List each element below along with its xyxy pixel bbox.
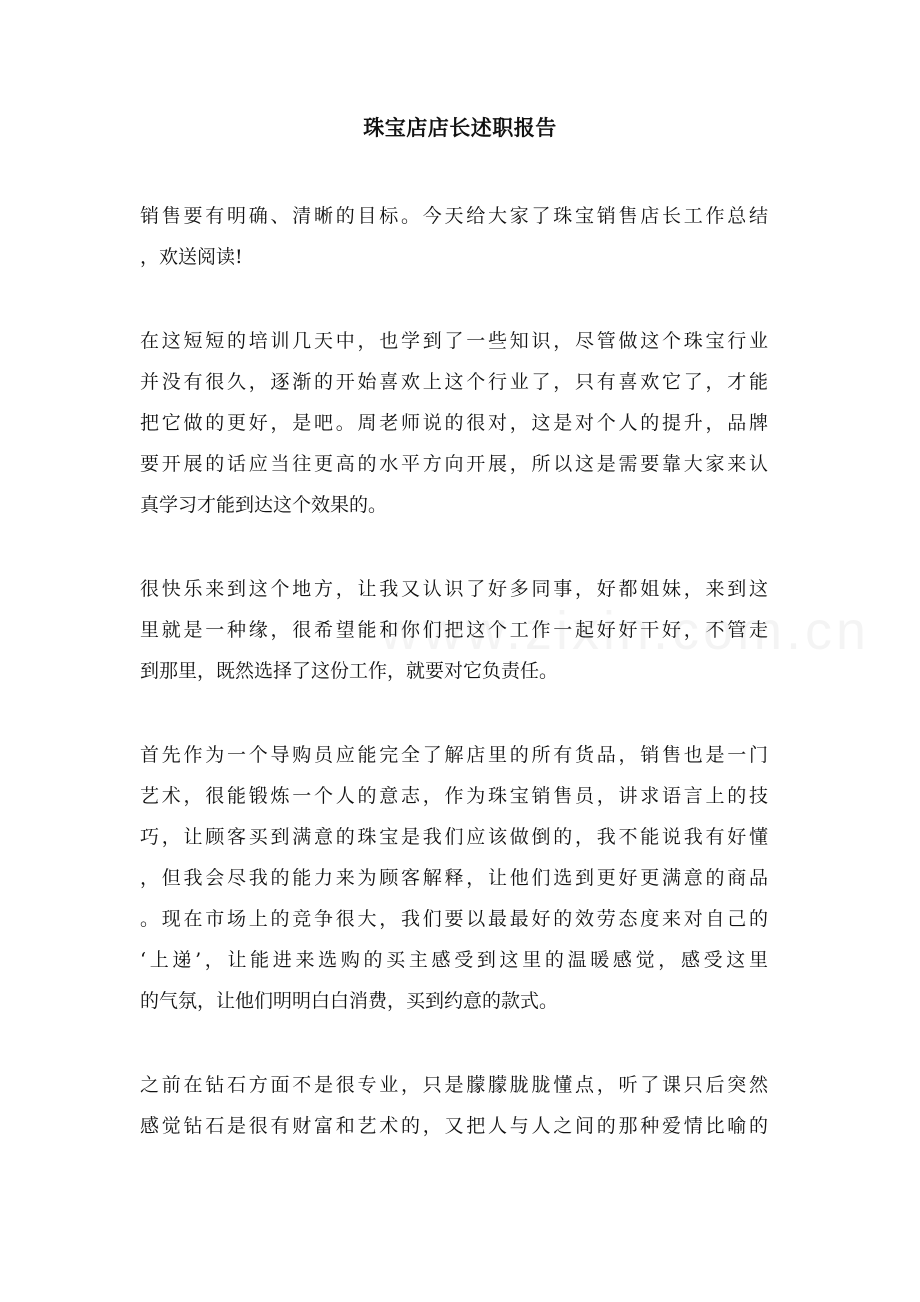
text-line: 并没有很久，逐渐的开始喜欢上这个行业了，只有喜欢它了，才能 bbox=[140, 371, 768, 393]
text-line: 。现在市场上的竞争很大，我们要以最最好的效劳态度来对自己的 bbox=[140, 908, 768, 930]
text-line: 的气氛，让他们明明白白消费，买到约意的款式。 bbox=[140, 990, 559, 1012]
text-line: 销售要有明确、清晰的目标。今天给大家了珠宝销售店长工作总结 bbox=[140, 205, 768, 227]
text-line: 巧，让顾客买到满意的珠宝是我们应该做倒的，我不能说我有好懂 bbox=[140, 826, 768, 848]
document-title: 珠宝店店长述职报告 bbox=[363, 115, 557, 140]
text-line: ，欢送阅读! bbox=[140, 246, 243, 268]
paragraph-1 bbox=[140, 196, 768, 278]
paragraph-4 bbox=[140, 735, 768, 1022]
paragraph-3 bbox=[140, 569, 768, 692]
paragraph-2 bbox=[140, 321, 768, 526]
text-line: ，但我会尽我的能力来为顾客解释，让他们选到更好更满意的商品 bbox=[140, 867, 768, 889]
text-line: 首先作为一个导购员应能完全了解店里的所有货品，销售也是一门 bbox=[140, 744, 768, 766]
text-line: 要开展的话应当往更高的水平方向开展，所以这是需要靠大家来认 bbox=[140, 453, 768, 475]
text-line: 之前在钻石方面不是很专业，只是朦朦胧胧懂点，听了课只后突然 bbox=[140, 1074, 768, 1096]
text-line: 到那里，既然选择了这份工作，就要对它负责任。 bbox=[140, 660, 559, 682]
text-line: ‘上递’，让能进来选购的买主感受到这里的温暖感觉，感受这里 bbox=[140, 949, 768, 971]
text-line: 艺术，很能锻炼一个人的意志，作为珠宝销售员，讲求语言上的技 bbox=[140, 785, 768, 807]
text-line: 真学习才能到达这个效果的。 bbox=[140, 494, 388, 516]
text-line: 感觉钻石是很有财富和艺术的，又把人与人之间的那种爱情比喻的 bbox=[140, 1115, 768, 1137]
paragraph-5 bbox=[140, 1065, 768, 1147]
text-line: 很快乐来到这个地方，让我又认识了好多同事，好都姐妹，来到这 bbox=[140, 578, 768, 600]
text-line: 里就是一种缘，很希望能和你们把这个工作一起好好干好，不管走 bbox=[140, 619, 768, 641]
text-line: 把它做的更好，是吧。周老师说的很对，这是对个人的提升，品牌 bbox=[140, 412, 768, 434]
text-line: 在这短短的培训几天中，也学到了一些知识，尽管做这个珠宝行业 bbox=[140, 330, 768, 352]
